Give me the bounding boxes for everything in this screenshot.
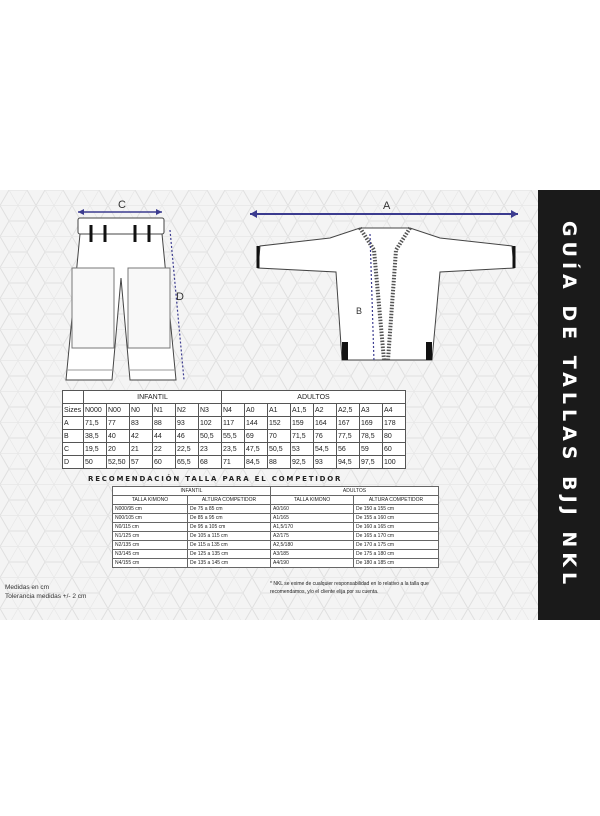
- size-row: [63, 417, 406, 430]
- rec-height-cell: De 135 a 145 cm: [188, 559, 271, 568]
- jacket-drawing: [258, 228, 514, 360]
- size-guide-sheet: [0, 190, 600, 620]
- rec-height-cell: De 125 a 135 cm: [188, 550, 271, 559]
- size-row-label: C: [63, 443, 84, 456]
- size-cell: 59: [360, 443, 383, 456]
- size-row: [63, 430, 406, 443]
- rec-size-cell: A1/165: [271, 514, 354, 523]
- size-cell: 60: [153, 456, 176, 469]
- size-cell: 77,5: [337, 430, 360, 443]
- rec-size-cell: A2/175: [271, 532, 354, 541]
- rec-row: [113, 550, 439, 559]
- size-cell: 40: [107, 430, 130, 443]
- size-cell: 178: [383, 417, 406, 430]
- rec-row: [113, 541, 439, 550]
- size-row-label: Sizes: [63, 404, 84, 417]
- size-cell: 93: [314, 456, 337, 469]
- rec-row: [113, 514, 439, 523]
- size-header-row: [63, 404, 406, 417]
- rec-size-cell: A0/160: [271, 505, 354, 514]
- units-note: [5, 583, 86, 601]
- label-a: A: [383, 200, 391, 212]
- size-row-label: A: [63, 417, 84, 430]
- size-cell: 71,5: [84, 417, 107, 430]
- size-cell: 169: [360, 417, 383, 430]
- size-cell: A2,5: [337, 404, 360, 417]
- size-cell: 19,5: [84, 443, 107, 456]
- size-cell: 71,5: [291, 430, 314, 443]
- rec-size-cell: N3/145 cm: [113, 550, 188, 559]
- size-cell: A4: [383, 404, 406, 417]
- rec-col-altura: ALTURA COMPETIDOR: [188, 496, 271, 505]
- size-cell: 167: [337, 417, 360, 430]
- size-row-label: B: [63, 430, 84, 443]
- rec-height-cell: De 85 a 95 cm: [188, 514, 271, 523]
- size-cell: N2: [176, 404, 199, 417]
- rec-height-cell: De 175 a 180 cm: [354, 550, 439, 559]
- rec-size-cell: A1,5/170: [271, 523, 354, 532]
- rec-size-cell: A3/185: [271, 550, 354, 559]
- rec-col-talla: TALLA KIMONO: [271, 496, 354, 505]
- rec-size-cell: N000/95 cm: [113, 505, 188, 514]
- rec-height-cell: De 170 a 175 cm: [354, 541, 439, 550]
- size-cell: 164: [314, 417, 337, 430]
- size-cell: N1: [153, 404, 176, 417]
- size-cell: 76: [314, 430, 337, 443]
- pants-width-measure: [78, 199, 162, 215]
- size-cell: 78,5: [360, 430, 383, 443]
- rec-size-cell: A4/190: [271, 559, 354, 568]
- size-row: [63, 456, 406, 469]
- brand-title: GUÍA DE TALLAS BJJ NKL: [558, 220, 580, 590]
- size-cell: 38,5: [84, 430, 107, 443]
- rec-row: [113, 523, 439, 532]
- size-cell: 100: [383, 456, 406, 469]
- recommendation-title: RECOMENDACIÓN TALLA PARA EL COMPETIDOR: [88, 475, 343, 483]
- rec-row: [113, 505, 439, 514]
- size-cell: 152: [268, 417, 291, 430]
- size-cell: 84,5: [245, 456, 268, 469]
- size-cell: 22,5: [176, 443, 199, 456]
- size-cell: 20: [107, 443, 130, 456]
- rec-height-cell: De 75 a 85 cm: [188, 505, 271, 514]
- size-cell: 94,5: [337, 456, 360, 469]
- size-cell: N0: [130, 404, 153, 417]
- size-cell: 69: [245, 430, 268, 443]
- size-cell: 93: [176, 417, 199, 430]
- rec-size-cell: A2,5/180: [271, 541, 354, 550]
- size-cell: 21: [130, 443, 153, 456]
- rec-height-cell: De 180 a 185 cm: [354, 559, 439, 568]
- size-cell: 55,5: [222, 430, 245, 443]
- rec-row: [113, 532, 439, 541]
- rec-height-cell: De 155 a 160 cm: [354, 514, 439, 523]
- size-row: [63, 443, 406, 456]
- recommendation-table: [112, 486, 439, 568]
- brand-sidebar: [538, 190, 600, 620]
- size-cell: N000: [84, 404, 107, 417]
- adultos-group-header: ADULTOS: [222, 391, 406, 404]
- size-cell: N00: [107, 404, 130, 417]
- size-cell: 97,5: [360, 456, 383, 469]
- rec-size-cell: N2/135 cm: [113, 541, 188, 550]
- size-cell: 54,5: [314, 443, 337, 456]
- rec-height-cell: De 160 a 165 cm: [354, 523, 439, 532]
- size-cell: 42: [130, 430, 153, 443]
- label-b: B: [356, 306, 363, 316]
- garment-illustrations: [0, 190, 540, 390]
- disclaimer-note: * NKL se exime de cualquier responsabilidad en lo relativo a la talla que recomendamos, y/o el cliente elija por su cuenta.: [270, 581, 429, 595]
- label-d: D: [176, 291, 184, 303]
- size-cell: 70: [268, 430, 291, 443]
- size-cell: A2: [314, 404, 337, 417]
- size-cell: 102: [199, 417, 222, 430]
- rec-col-talla: TALLA KIMONO: [113, 496, 188, 505]
- units-line: Medidas en cm: [5, 584, 50, 591]
- infantil-group-header: INFANTIL: [84, 391, 222, 404]
- size-cell: N4: [222, 404, 245, 417]
- rec-size-cell: N0/115 cm: [113, 523, 188, 532]
- size-cell: 50,5: [268, 443, 291, 456]
- rec-size-cell: N00/105 cm: [113, 514, 188, 523]
- size-cell: 117: [222, 417, 245, 430]
- size-cell: 88: [268, 456, 291, 469]
- rec-height-cell: De 165 a 170 cm: [354, 532, 439, 541]
- size-cell: 159: [291, 417, 314, 430]
- size-cell: 22: [153, 443, 176, 456]
- jacket-width-measure: [250, 200, 518, 218]
- size-cell: 60: [383, 443, 406, 456]
- size-cell: 83: [130, 417, 153, 430]
- size-cell: 65,5: [176, 456, 199, 469]
- size-measurements-table: [62, 390, 406, 469]
- size-cell: N3: [199, 404, 222, 417]
- size-cell: 68: [199, 456, 222, 469]
- size-cell: 50,5: [199, 430, 222, 443]
- pants-drawing: [66, 218, 176, 380]
- size-cell: 23,5: [222, 443, 245, 456]
- rec-height-cell: De 95 a 105 cm: [188, 523, 271, 532]
- rec-row: [113, 559, 439, 568]
- size-cell: 47,5: [245, 443, 268, 456]
- size-cell: 144: [245, 417, 268, 430]
- size-cell: 23: [199, 443, 222, 456]
- rec-infantil-header: INFANTIL: [113, 487, 271, 496]
- size-cell: 44: [153, 430, 176, 443]
- rec-height-cell: De 150 a 155 cm: [354, 505, 439, 514]
- rec-height-cell: De 115 a 135 cm: [188, 541, 271, 550]
- size-cell: 77: [107, 417, 130, 430]
- size-cell: 56: [337, 443, 360, 456]
- size-cell: 53: [291, 443, 314, 456]
- tolerance-line: Tolerancia medidas +/- 2 cm: [5, 593, 87, 600]
- size-cell: 88: [153, 417, 176, 430]
- size-cell: 46: [176, 430, 199, 443]
- rec-size-cell: N4/155 cm: [113, 559, 188, 568]
- size-cell: 80: [383, 430, 406, 443]
- size-cell: 57: [130, 456, 153, 469]
- rec-adultos-header: ADULTOS: [271, 487, 439, 496]
- size-cell: A1,5: [291, 404, 314, 417]
- size-cell: 52,50: [107, 456, 130, 469]
- size-cell: A0: [245, 404, 268, 417]
- size-cell: 92,5: [291, 456, 314, 469]
- size-cell: A3: [360, 404, 383, 417]
- label-c: C: [118, 199, 126, 211]
- size-cell: A1: [268, 404, 291, 417]
- size-cell: 71: [222, 456, 245, 469]
- size-row-label: D: [63, 456, 84, 469]
- rec-size-cell: N1/125 cm: [113, 532, 188, 541]
- rec-col-altura: ALTURA COMPETIDOR: [354, 496, 439, 505]
- size-cell: 50: [84, 456, 107, 469]
- rec-height-cell: De 105 a 115 cm: [188, 532, 271, 541]
